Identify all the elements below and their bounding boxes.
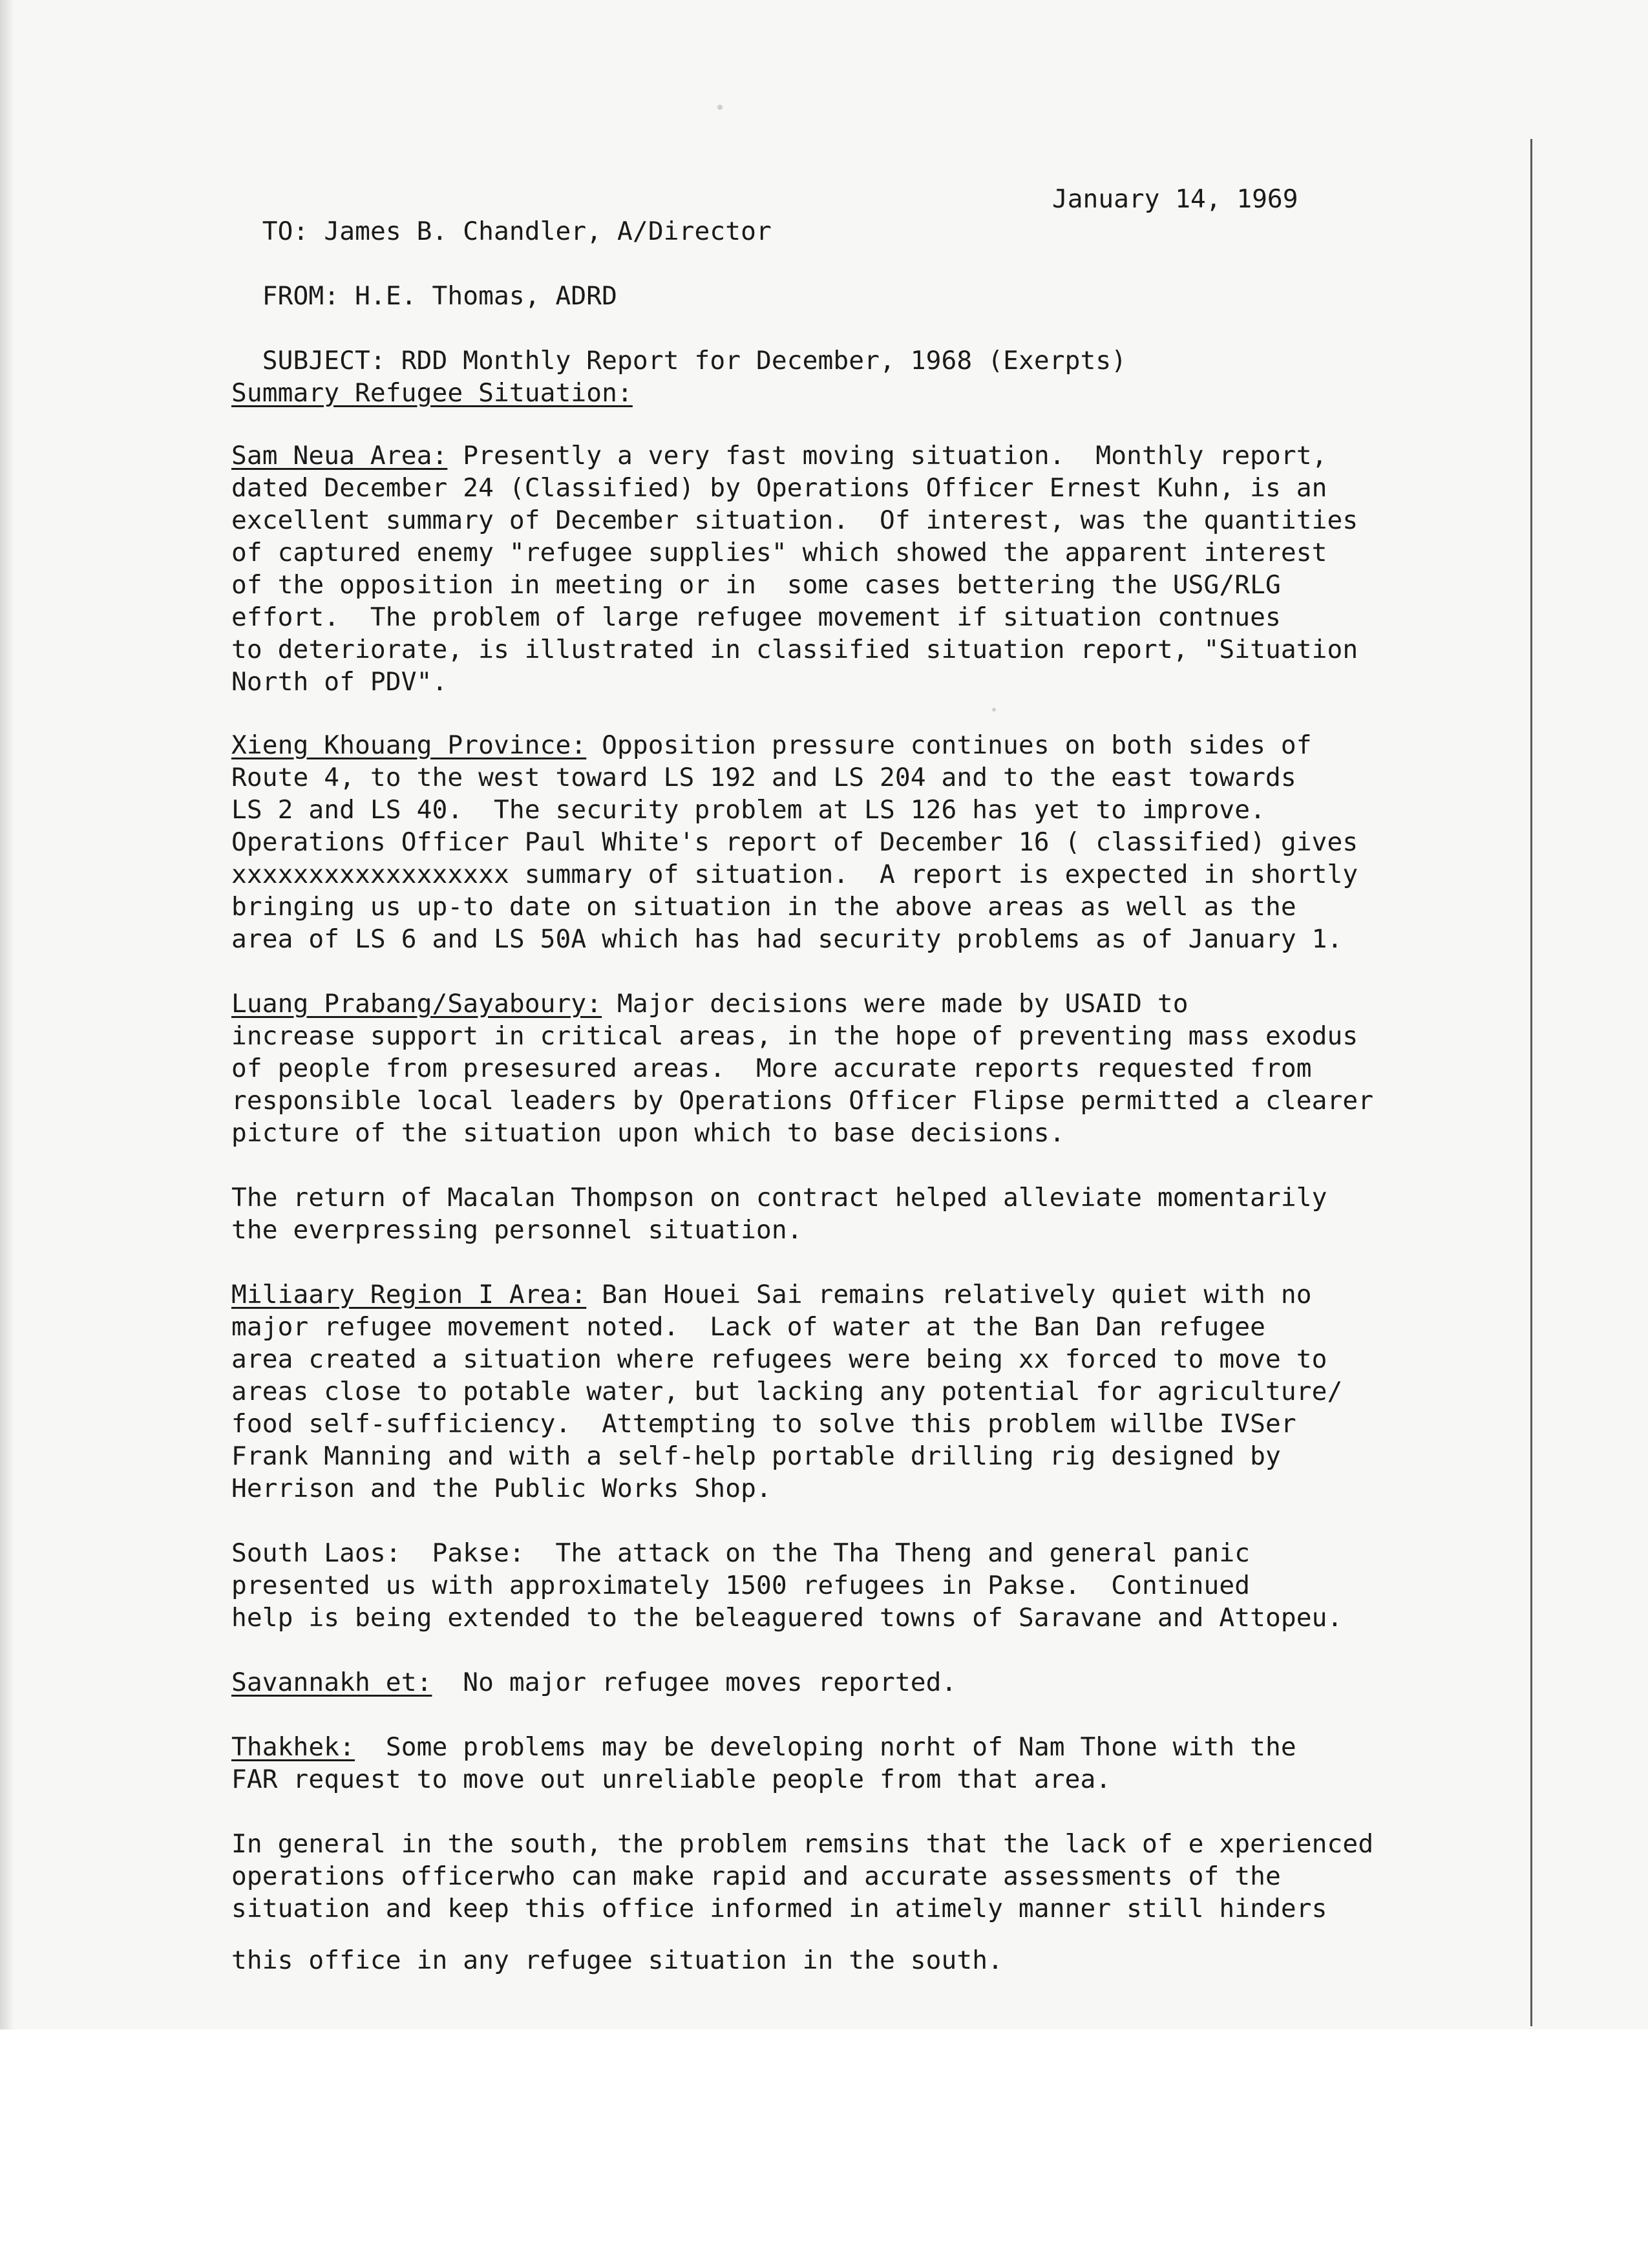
xieng-khouang-heading: Xieng Khouang Province: [231, 730, 587, 760]
thakhek-line-1: Thakhek: Some problems may be developing norht of Nam Thone with the [231, 1732, 1296, 1762]
luang-prabang-line: picture of the situation upon which to base decisions. [231, 1118, 1065, 1148]
memo-date: January 14, 1969 [1052, 184, 1298, 214]
to-label: TO: [262, 217, 309, 246]
military-region-line: major refugee movement noted. Lack of water at the Ban Dan refugee [231, 1312, 1266, 1342]
sam-neua-line: of captured enemy "refugee supplies" which showed the apparent interest [231, 538, 1327, 567]
luang-prabang-line: increase support in critical areas, in the hope of preventing mass exodus [231, 1021, 1358, 1051]
xieng-khouang-line: Operations Officer Paul White's report of December 16 ( classified) gives [231, 827, 1358, 857]
luang-prabang-line: responsible local leaders by Operations Officer Flipse permitted a clearer [231, 1086, 1374, 1116]
south-laos-line: South Laos: Pakse: The attack on the Tha Theng and general panic [231, 1538, 1251, 1568]
sam-neua-line: to deteriorate, is illustrated in classified situation report, "Situation [231, 635, 1358, 664]
military-region-heading: Miliaary Region I Area: [231, 1280, 587, 1309]
macalan-line: the everpressing personnel situation. [231, 1215, 803, 1245]
savannakhet-line: Savannakh et: No major refugee moves reported. [231, 1668, 957, 1697]
sam-neua-line: North of PDV". [231, 667, 448, 697]
south-laos-line: help is being extended to the beleaguered towns of Saravane and Attopeu. [231, 1603, 1343, 1633]
general-line: operations officerwho can make rapid and accurate assessments of the [231, 1861, 1281, 1891]
general-line: this office in any refugee situation in the south. [231, 1945, 1004, 1975]
xieng-khouang-line-1: Xieng Khouang Province: Opposition pressure continues on both sides of [231, 730, 1312, 760]
xieng-khouang-line: area of LS 6 and LS 50A which has had security problems as of January 1. [231, 924, 1343, 954]
xieng-khouang-line: xxxxxxxxxxxxxxxxxx summary of situation. A report is expected in shortly [231, 860, 1358, 889]
to-value: James B. Chandler, A/Director [324, 217, 772, 246]
military-region-line: areas close to potable water, but lacking any potential for agriculture/ [231, 1377, 1343, 1406]
subject-label: SUBJECT: [262, 346, 386, 376]
subject-value: RDD Monthly Report for December, 1968 (Exerpts) [401, 346, 1127, 376]
xieng-khouang-line: LS 2 and LS 40. The security problem at LS 126 has yet to improve. [231, 795, 1266, 825]
sam-neua-heading: Sam Neua Area: [231, 441, 448, 471]
subject-line [231, 312, 1126, 377]
from-line [231, 248, 617, 312]
summary-heading: Summary Refugee Situation: [231, 378, 633, 408]
xieng-khouang-line: bringing us up-to date on situation in the above areas as well as the [231, 892, 1296, 922]
sam-neua-line-1: Sam Neua Area: Presently a very fast moving situation. Monthly report, [231, 441, 1327, 471]
xieng-khouang-line: Route 4, to the west toward LS 192 and LS 204 and to the east towards [231, 763, 1296, 792]
savannakhet-heading: Savannakh et: [231, 1668, 432, 1697]
scan-smudge [992, 708, 996, 712]
military-region-line: food self-sufficiency. Attempting to solve this problem willbe IVSer [231, 1409, 1296, 1439]
general-line: situation and keep this office informed in atimely manner still hinders [231, 1894, 1327, 1924]
from-value: H.E. Thomas, ADRD [355, 281, 618, 311]
thakhek-line: FAR request to move out unreliable people from that area. [231, 1765, 1112, 1794]
sam-neua-line: of the opposition in meeting or in some cases bettering the USG/RLG [231, 570, 1281, 600]
macalan-line: The return of Macalan Thompson on contract helped alleviate momentarily [231, 1183, 1327, 1213]
military-region-line: area created a situation where refugees were being xx forced to move to [231, 1344, 1327, 1374]
luang-prabang-line-1: Luang Prabang/Sayaboury: Major decisions were made by USAID to [231, 989, 1188, 1019]
sam-neua-line: dated December 24 (Classified) by Operations Officer Ernest Kuhn, is an [231, 473, 1327, 503]
military-region-line: Frank Manning and with a self-help portable drilling rig designed by [231, 1441, 1281, 1471]
sam-neua-line: effort. The problem of large refugee movement if situation contnues [231, 602, 1281, 632]
general-line: In general in the south, the problem remsins that the lack of e xperienced [231, 1829, 1374, 1859]
south-laos-line: presented us with approximately 1500 refugees in Pakse. Continued [231, 1571, 1251, 1600]
paper-edge-line [1530, 139, 1532, 2026]
from-label: FROM: [262, 281, 340, 311]
blank-margin [0, 2030, 1648, 2268]
scan-smudge [717, 105, 723, 110]
sam-neua-line: excellent summary of December situation. Of interest, was the quantities [231, 505, 1358, 535]
luang-prabang-line: of people from presesured areas. More accurate reports requested from [231, 1054, 1312, 1083]
thakhek-heading: Thakhek: [231, 1732, 355, 1762]
to-line [231, 183, 772, 248]
luang-prabang-heading: Luang Prabang/Sayaboury: [231, 989, 602, 1019]
military-region-line: Herrison and the Public Works Shop. [231, 1474, 772, 1503]
scan-edge-shadow [0, 0, 14, 2030]
military-region-line-1: Miliaary Region I Area: Ban Houei Sai remains relatively quiet with no [231, 1280, 1312, 1309]
